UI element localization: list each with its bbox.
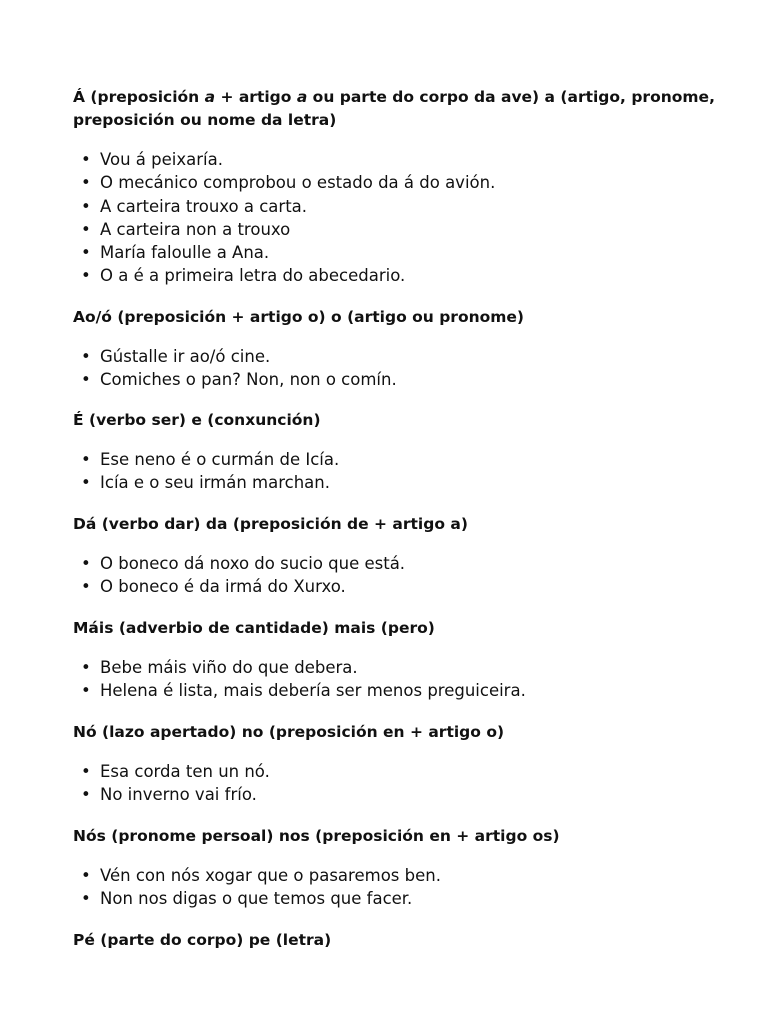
list-item: • Comiches o pan? Non, non o comín. — [100, 368, 728, 391]
section-heading: Nó (lazo apertado) no (preposición en + artigo o) — [73, 723, 505, 741]
section-a — [73, 86, 728, 288]
list-item: • Icía e o seu irmán marchan. — [100, 471, 728, 494]
section-pe — [73, 929, 728, 952]
section-nos — [73, 825, 728, 911]
section-heading: É (verbo ser) e (conxunción) — [73, 411, 321, 429]
section-mais — [73, 617, 728, 703]
list-item: • Vou á peixaría. — [100, 148, 728, 171]
list-item: • O a é a primeira letra do abecedario. — [100, 264, 728, 287]
heading-text: ou parte do corpo da ave) a (artigo, pronome, preposición ou nome da letra) — [73, 88, 715, 129]
example-list — [73, 864, 728, 911]
list-item: • A carteira non a trouxo — [100, 218, 728, 241]
list-item: • O boneco é da irmá do Xurxo. — [100, 575, 728, 598]
example-list — [73, 448, 728, 495]
section-no — [73, 721, 728, 807]
example-list — [73, 345, 728, 392]
list-item: • No inverno vai frío. — [100, 783, 728, 806]
heading-text: Á (preposición — [73, 88, 205, 106]
list-item: • María faloulle a Ana. — [100, 241, 728, 264]
section-heading: Nós (pronome persoal) nos (preposición en + artigo os) — [73, 827, 560, 845]
list-item: • Bebe máis viño do que debera. — [100, 656, 728, 679]
list-item: • Esa corda ten un nó. — [100, 760, 728, 783]
example-list — [73, 552, 728, 599]
list-item: • O boneco dá noxo do sucio que está. — [100, 552, 728, 575]
section-heading: Ao/ó (preposición + artigo o) o (artigo ou pronome) — [73, 308, 525, 326]
example-list — [73, 148, 728, 288]
list-item: • Non nos digas o que temos que facer. — [100, 887, 728, 910]
heading-italic-text: a — [204, 88, 216, 106]
heading-text: + artigo — [215, 88, 297, 106]
section-da — [73, 513, 728, 599]
list-item: • A carteira trouxo a carta. — [100, 195, 728, 218]
section-heading — [73, 86, 728, 132]
list-item: • Vén con nós xogar que o pasaremos ben. — [100, 864, 728, 887]
section-heading: Máis (adverbio de cantidade) mais (pero) — [73, 619, 435, 637]
section-ao — [73, 306, 728, 392]
list-item: • O mecánico comprobou o estado da á do avión. — [100, 171, 728, 194]
list-item: • Helena é lista, mais debería ser menos preguiceira. — [100, 679, 728, 702]
section-heading: Pé (parte do corpo) pe (letra) — [73, 931, 332, 949]
list-item: • Ese neno é o curmán de Icía. — [100, 448, 728, 471]
heading-italic-text: a — [296, 88, 308, 106]
section-heading: Dá (verbo dar) da (preposición de + artigo a) — [73, 515, 468, 533]
example-list — [73, 656, 728, 703]
example-list — [73, 760, 728, 807]
section-e — [73, 409, 728, 495]
list-item: • Gústalle ir ao/ó cine. — [100, 345, 728, 368]
